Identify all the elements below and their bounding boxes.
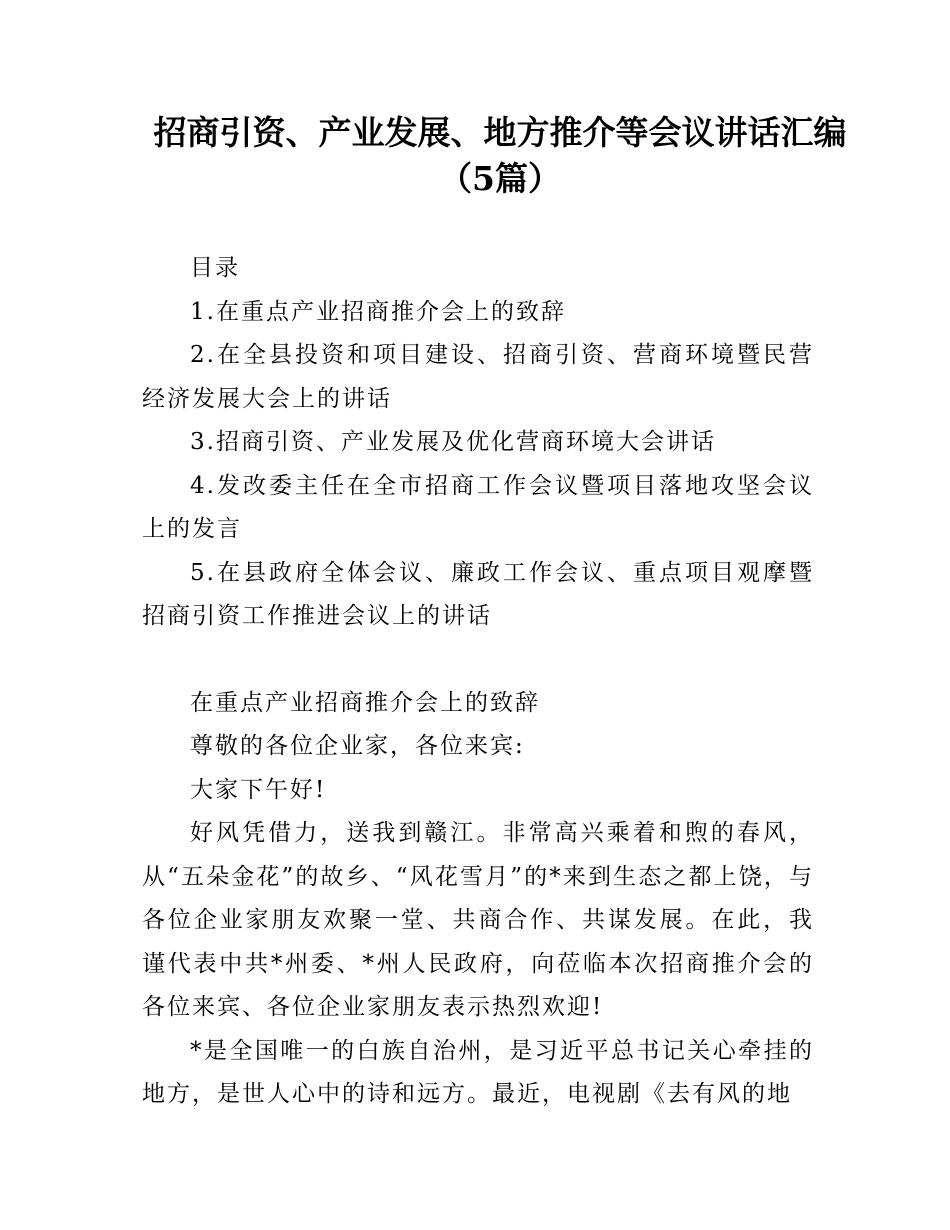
body-paragraph: *是全国唯一的白族自治州，是习近平总书记关心牵挂的地方，是世人心中的诗和远方。最近，电视剧《去有风的地	[142, 1037, 814, 1107]
document-body	[142, 247, 814, 1117]
document-title: 招商引资、产业发展、地方推介等会议讲话汇编（5篇）	[153, 113, 847, 198]
section-spacer	[142, 639, 814, 682]
toc-heading: 目录	[190, 255, 240, 281]
toc-item: 5.在县政府全体会议、廉政工作会议、重点项目观摩暨招商引资工作推进会议上的讲话	[142, 559, 814, 629]
toc-item: 2.在全县投资和项目建设、招商引资、营商环境暨民营经济发展大会上的讲话	[142, 342, 814, 412]
salutation: 尊敬的各位企业家，各位来宾:	[190, 733, 525, 759]
toc-item: 1.在重点产业招商推介会上的致辞	[190, 298, 566, 325]
toc-item: 4.发改委主任在全市招商工作会议暨项目落地攻坚会议上的发言	[142, 472, 814, 542]
toc-item: 3.招商引资、产业发展及优化营商环境大会讲话	[190, 429, 716, 455]
greeting: 大家下午好!	[190, 776, 327, 803]
section-title: 在重点产业招商推介会上的致辞	[190, 689, 540, 716]
body-paragraph: 好风凭借力，送我到赣江。非常高兴乘着和煦的春风，从“五朵金花”的故乡、“风花雪月”的*来到生态之都上饶，与各位企业家朋友欢聚一堂、共商合作、共谋发展。在此，我谨代表中共*州委、*州人民政府，向莅临本次招商推介会的各位来宾、各位企业家朋友表示热烈欢迎!	[142, 820, 814, 1020]
